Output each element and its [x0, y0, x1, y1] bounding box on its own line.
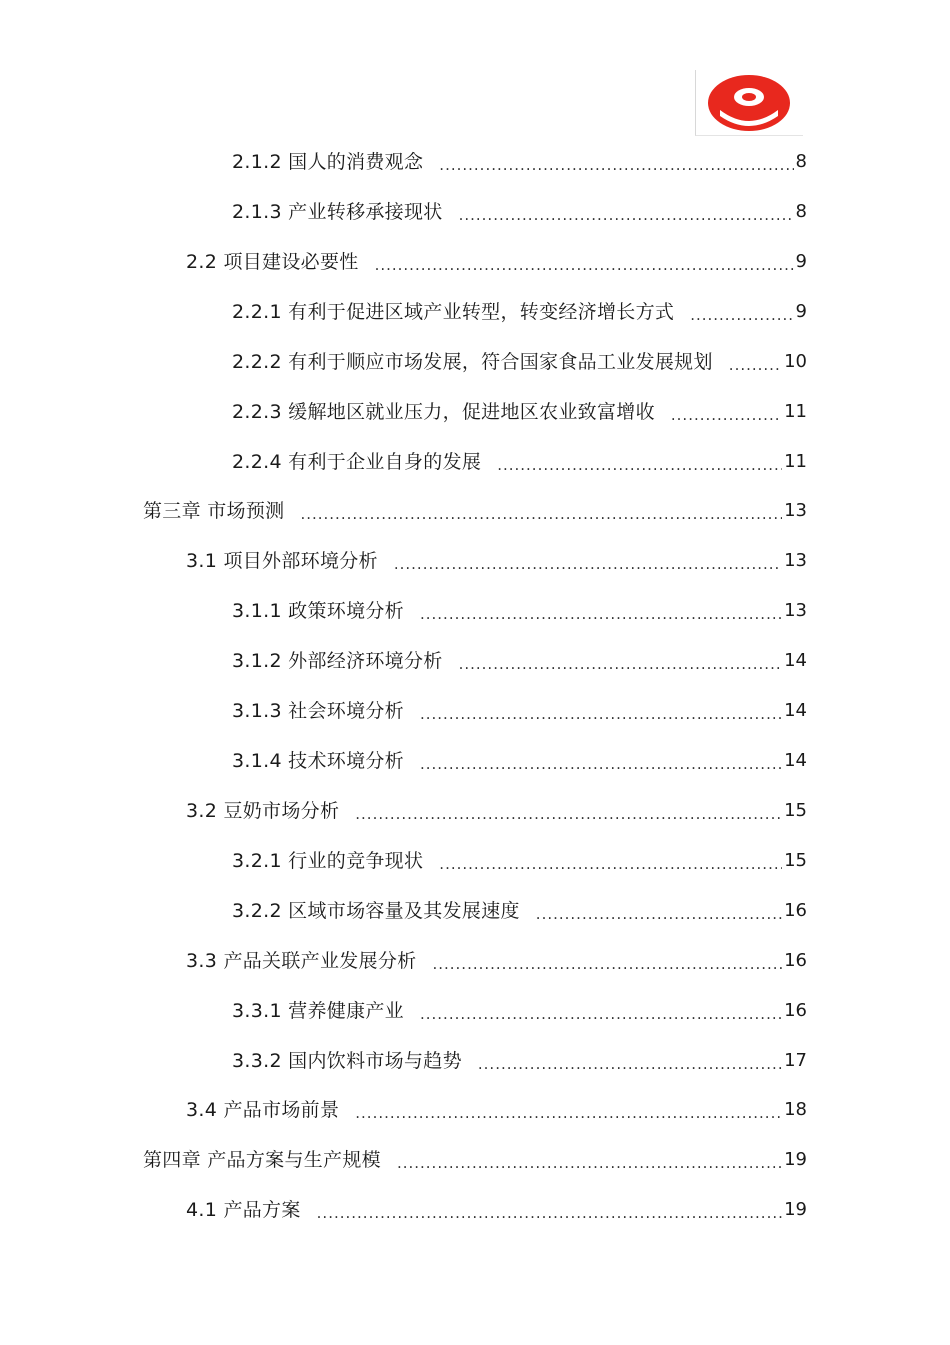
toc-entry-title: 3.3 产品关联产业发展分析 — [186, 950, 417, 972]
dot-leader — [432, 946, 782, 976]
dot-leader — [536, 896, 782, 926]
toc-entry-page: 9 — [795, 301, 807, 322]
toc-entry[interactable] — [232, 646, 807, 676]
toc-entry-page: 8 — [795, 201, 807, 222]
toc-entry-title: 3.1.3 社会环境分析 — [232, 700, 404, 722]
toc-entry-page: 9 — [795, 251, 807, 272]
dot-leader — [355, 796, 782, 826]
toc-entry-title: 第四章 产品方案与生产规模 — [143, 1149, 381, 1171]
toc-entry-page: 17 — [784, 1050, 807, 1071]
toc-entry-page: 18 — [784, 1099, 807, 1120]
toc-entry-title: 3.4 产品市场前景 — [186, 1099, 340, 1121]
toc-entry-page: 13 — [784, 500, 807, 521]
toc-entry[interactable] — [186, 1095, 807, 1125]
toc-entry-title: 第三章 市场预测 — [143, 500, 285, 522]
toc-entry-title: 3.2 豆奶市场分析 — [186, 800, 340, 822]
toc-entry[interactable] — [232, 846, 807, 876]
toc-entry[interactable] — [186, 546, 807, 576]
dot-leader — [420, 996, 782, 1026]
dot-leader — [317, 1195, 782, 1225]
dot-leader — [459, 646, 783, 676]
toc-entry-page: 11 — [784, 401, 807, 422]
dot-leader — [439, 846, 782, 876]
dot-leader — [729, 347, 782, 377]
toc-entry-title: 2.1.2 国人的消费观念 — [232, 151, 424, 173]
dot-leader — [459, 197, 794, 227]
toc-entry[interactable] — [232, 896, 807, 926]
toc-entry-page: 13 — [784, 600, 807, 621]
toc-entry-title: 3.2.1 行业的竞争现状 — [232, 850, 424, 872]
dot-leader — [375, 247, 794, 277]
toc-entry[interactable] — [232, 996, 807, 1026]
toc-entry-title: 3.1.1 政策环境分析 — [232, 600, 404, 622]
toc-entry[interactable] — [143, 1145, 807, 1175]
toc-entry-page: 19 — [784, 1199, 807, 1220]
toc-entry-page: 10 — [784, 351, 807, 372]
toc-entry-title: 2.2 项目建设必要性 — [186, 251, 359, 273]
toc-entry[interactable] — [186, 796, 807, 826]
toc-entry[interactable] — [232, 297, 807, 327]
toc-entry[interactable] — [186, 247, 807, 277]
toc-entry-title: 2.2.2 有利于顺应市场发展，符合国家食品工业发展规划 — [232, 351, 713, 373]
toc-entry[interactable] — [232, 596, 807, 626]
toc-entry-page: 16 — [784, 1000, 807, 1021]
toc-entry[interactable] — [232, 696, 807, 726]
toc-entry-title: 3.1.4 技术环境分析 — [232, 750, 404, 772]
dot-leader — [497, 447, 782, 477]
toc-entry-title: 4.1 产品方案 — [186, 1199, 301, 1221]
toc-entry-title: 2.2.3 缓解地区就业压力，促进地区农业致富增收 — [232, 401, 655, 423]
toc-entry-page: 14 — [784, 750, 807, 771]
toc-entry[interactable] — [232, 1046, 807, 1076]
toc-entry-title: 3.1.2 外部经济环境分析 — [232, 650, 443, 672]
dot-leader — [300, 496, 782, 526]
toc-entry[interactable] — [232, 746, 807, 776]
toc-entry-page: 16 — [784, 950, 807, 971]
toc-entry-page: 11 — [784, 451, 807, 472]
dot-leader — [355, 1095, 782, 1125]
dot-leader — [394, 546, 782, 576]
toc-entry-page: 15 — [784, 850, 807, 871]
toc-entry[interactable] — [186, 946, 807, 976]
toc-entry[interactable] — [232, 347, 807, 377]
toc-entry-title: 2.2.1 有利于促进区域产业转型，转变经济增长方式 — [232, 301, 675, 323]
toc-entry[interactable] — [143, 496, 807, 526]
toc-entry-page: 14 — [784, 650, 807, 671]
dot-leader — [439, 147, 793, 177]
dot-leader — [420, 696, 782, 726]
toc-entry[interactable] — [232, 147, 807, 177]
toc-entry-page: 8 — [795, 151, 807, 172]
toc-entry-page: 16 — [784, 900, 807, 921]
toc-entry-title: 3.1 项目外部环境分析 — [186, 550, 378, 572]
dot-leader — [690, 297, 793, 327]
toc-entry-page: 19 — [784, 1149, 807, 1170]
dot-leader — [671, 397, 782, 427]
toc-entry-title: 2.2.4 有利于企业自身的发展 — [232, 451, 482, 473]
toc-entry[interactable] — [232, 197, 807, 227]
dot-leader — [420, 596, 782, 626]
toc-entry-page: 14 — [784, 700, 807, 721]
toc-entry-page: 13 — [784, 550, 807, 571]
toc-entry-title: 2.1.3 产业转移承接现状 — [232, 201, 443, 223]
toc-entry-title: 3.2.2 区域市场容量及其发展速度 — [232, 900, 520, 922]
toc-entry[interactable] — [232, 397, 807, 427]
dot-leader — [420, 746, 782, 776]
toc-entry-title: 3.3.2 国内饮料市场与趋势 — [232, 1050, 462, 1072]
dot-leader — [397, 1145, 782, 1175]
toc-entry-page: 15 — [784, 800, 807, 821]
toc-entry-title: 3.3.1 营养健康产业 — [232, 1000, 404, 1022]
toc-entry[interactable] — [186, 1195, 807, 1225]
dot-leader — [478, 1046, 782, 1076]
toc-entry[interactable] — [232, 447, 807, 477]
